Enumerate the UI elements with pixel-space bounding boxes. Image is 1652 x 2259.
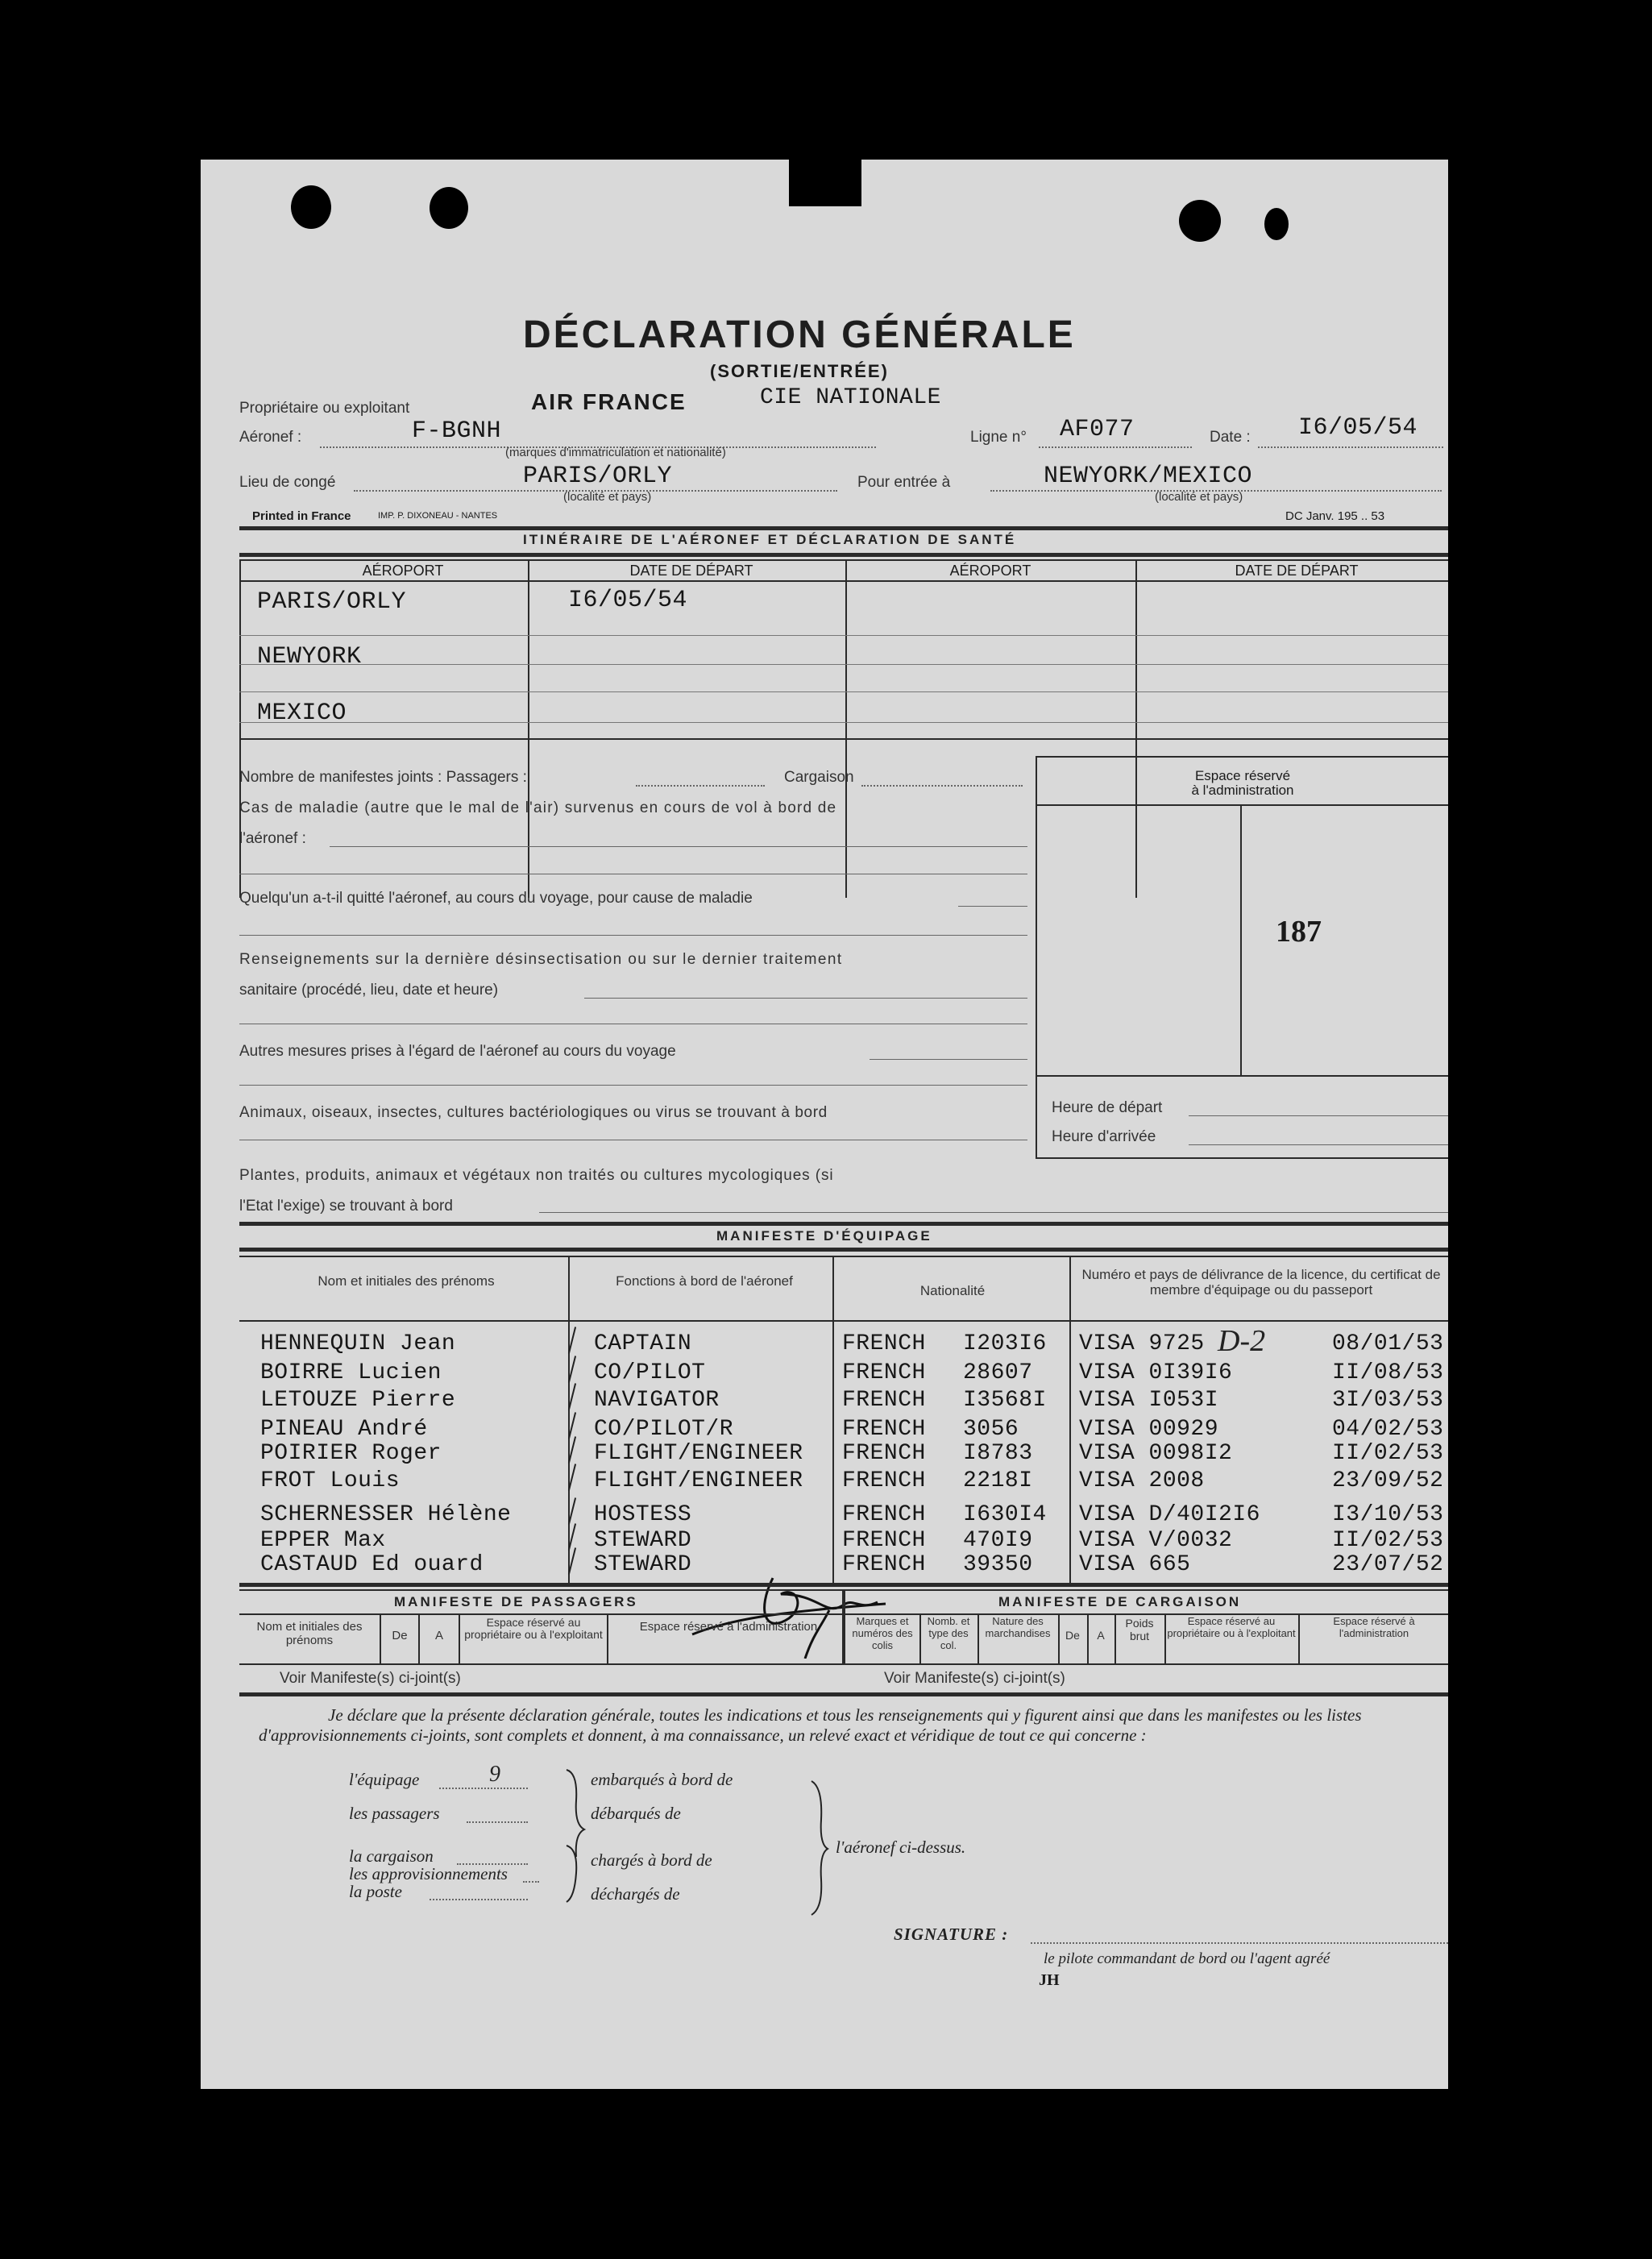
entry-label: Pour entrée à xyxy=(857,474,951,491)
crew-handwritten-note: D-2 xyxy=(1218,1324,1266,1358)
crew-nationality: FRENCH xyxy=(842,1388,926,1413)
crew-function: FLIGHT/ENGINEER xyxy=(594,1441,803,1466)
crew-function: STEWARD xyxy=(594,1528,692,1553)
crew-name: EPPER Max xyxy=(260,1528,386,1553)
departure-note: (localité et pays) xyxy=(563,490,652,504)
decl-brace-right xyxy=(807,1779,831,1916)
aircraft-value: F-BGNH xyxy=(412,417,502,445)
cargo-section-title: MANIFESTE DE CARGAISON xyxy=(998,1594,1242,1609)
crew-license-date: 3I/03/53 xyxy=(1332,1388,1444,1413)
crew-number: 470I9 xyxy=(963,1528,1033,1553)
crew-number: I203I6 xyxy=(963,1331,1047,1356)
crew-name: LETOUZE Pierre xyxy=(260,1388,456,1413)
crew-function: CAPTAIN xyxy=(594,1331,692,1356)
cargo-col-admin: Espace réservé à l'administration xyxy=(1333,1615,1415,1639)
crew-row xyxy=(201,1502,1448,1530)
decl-embarked: embarqués à bord de xyxy=(591,1770,733,1789)
decl-cargo-label: la cargaison xyxy=(349,1846,434,1866)
itinerary-section-title: ITINÉRAIRE DE L'AÉRONEF ET DÉCLARATION DE SANTÉ xyxy=(523,532,1017,547)
admin-number: 187 xyxy=(1276,915,1322,949)
crew-license: VISA I053I xyxy=(1079,1388,1219,1413)
signature-note: le pilote commandant de bord ou l'agent agréé xyxy=(1044,1950,1330,1967)
printer-small: IMP. P. DIXONEAU - NANTES xyxy=(378,511,498,521)
crew-license-date: 04/02/53 xyxy=(1332,1417,1444,1442)
crew-name: FROT Louis xyxy=(260,1468,401,1493)
itinerary-col-airport: AÉROPORT xyxy=(362,563,444,579)
signature-initials: JH xyxy=(1039,1971,1060,1989)
crew-function: NAVIGATOR xyxy=(594,1388,720,1413)
crew-license: VISA D/40I2I6 xyxy=(1079,1502,1260,1527)
crew-row xyxy=(201,1388,1448,1415)
form-reference: DC Janv. 195 .. 53 xyxy=(1285,509,1385,523)
crew-name: HENNEQUIN Jean xyxy=(260,1331,456,1356)
crew-row xyxy=(201,1417,1448,1444)
decl-mail-label: la poste xyxy=(349,1882,402,1901)
health-q2: Quelqu'un a-t-il quitté l'aéronef, au cours du voyage, pour cause de maladie xyxy=(239,890,753,907)
crew-col-nationality: Nationalité xyxy=(919,1283,986,1298)
date-label: Date : xyxy=(1210,429,1251,446)
decl-loaded: chargés à bord de xyxy=(591,1850,712,1870)
passengers-see-attached: Voir Manifeste(s) ci-joint(s) xyxy=(280,1670,461,1687)
owner-value: AIR FRANCE xyxy=(531,389,687,414)
crew-col-license: Numéro et pays de délivrance de la licence, du certificat de membre d'équipage ou du passeport xyxy=(1081,1267,1441,1298)
departure-label: Lieu de congé xyxy=(239,474,336,491)
crew-license-date: I3/10/53 xyxy=(1332,1502,1444,1527)
decl-crew-count: 9 xyxy=(489,1762,500,1787)
cargo-col-count: Nomb. et type des col. xyxy=(927,1615,970,1651)
crew-row xyxy=(201,1528,1448,1555)
passengers-col-from: De xyxy=(392,1629,408,1642)
crew-function: FLIGHT/ENGINEER xyxy=(594,1468,803,1493)
cargo-col-weight: Poids brut xyxy=(1125,1617,1154,1642)
crew-section-title: MANIFESTE D'ÉQUIPAGE xyxy=(716,1228,932,1244)
health-q3a: Renseignements sur la dernière désinsectisation ou sur le dernier traitement xyxy=(239,951,843,968)
health-q1a: Cas de maladie (autre que le mal de l'air) survenus en cours de vol à bord de xyxy=(239,799,837,816)
form-title: DÉCLARATION GÉNÉRALE xyxy=(523,314,1076,356)
date-value: I6/05/54 xyxy=(1298,414,1418,442)
crew-number: I630I4 xyxy=(963,1502,1047,1527)
printer-label: Printed in France xyxy=(252,509,351,523)
cargo-col-from: De xyxy=(1065,1629,1080,1642)
manifests-cargo-label: Cargaison xyxy=(784,769,854,786)
crew-license: VISA 2008 xyxy=(1079,1468,1205,1493)
passengers-col-to: A xyxy=(434,1629,443,1642)
crew-license: VISA 9725 xyxy=(1079,1331,1205,1356)
passengers-col-name: Nom et initiales des prénoms xyxy=(256,1620,363,1647)
decl-crew-label: l'équipage xyxy=(349,1770,420,1789)
health-q6a: Plantes, produits, animaux et végétaux non traités ou cultures mycologiques (si xyxy=(239,1167,834,1184)
crew-nationality: FRENCH xyxy=(842,1360,926,1385)
crew-nationality: FRENCH xyxy=(842,1331,926,1356)
crew-col-function: Fonctions à bord de l'aéronef xyxy=(616,1273,793,1289)
crew-row xyxy=(201,1360,1448,1388)
crew-license: VISA 00929 xyxy=(1079,1417,1219,1442)
cargo-see-attached: Voir Manifeste(s) ci-joint(s) xyxy=(884,1670,1065,1687)
crew-name: POIRIER Roger xyxy=(260,1441,442,1466)
line-label: Ligne n° xyxy=(970,429,1027,446)
entry-value: NEWYORK/MEXICO xyxy=(1044,463,1253,490)
crew-name: BOIRRE Lucien xyxy=(260,1360,442,1385)
crew-license-date: 08/01/53 xyxy=(1332,1331,1444,1356)
crew-license: VISA 665 xyxy=(1079,1552,1191,1577)
crew-license: VISA 0098I2 xyxy=(1079,1441,1233,1466)
crew-function: HOSTESS xyxy=(594,1502,692,1527)
crew-name: CASTAUD Ed ouard xyxy=(260,1552,484,1577)
decl-unloaded: déchargés de xyxy=(591,1884,680,1904)
declaration-form xyxy=(201,160,1448,2089)
line-value: AF077 xyxy=(1060,416,1135,443)
crew-number: 28607 xyxy=(963,1360,1033,1385)
crew-nationality: FRENCH xyxy=(842,1468,926,1493)
crew-nationality: FRENCH xyxy=(842,1502,926,1527)
passengers-col-admin: Espace réservé à l'administration xyxy=(639,1620,818,1634)
crew-name: PINEAU André xyxy=(260,1417,428,1442)
admin-title-line1: Espace réservé xyxy=(1194,768,1291,783)
crew-number: 39350 xyxy=(963,1552,1033,1577)
itinerary-row-1-date: I6/05/54 xyxy=(568,587,688,614)
crew-number: 3056 xyxy=(963,1417,1019,1442)
cargo-col-nature: Nature des marchandises xyxy=(985,1615,1051,1639)
crew-license-date: 23/07/52 xyxy=(1332,1552,1444,1577)
manifests-label: Nombre de manifestes joints : Passagers : xyxy=(239,769,527,786)
crew-nationality: FRENCH xyxy=(842,1552,926,1577)
decl-disembarked: débarqués de xyxy=(591,1804,681,1823)
itinerary-col-date-2: DATE DE DÉPART xyxy=(1235,563,1359,579)
owner-label: Propriétaire ou exploitant xyxy=(239,400,410,417)
crew-license-date: II/08/53 xyxy=(1332,1360,1444,1385)
declaration-text: Je déclare que la présente déclaration générale, toutes les indications et tous les renseignements qui y figurent ainsi que dans les manifestes ou les listes d'approvisionnements ci-joints, sont complets et donnent, à ma connaissance, un relevé exact et véridique de tout ce qui concerne : xyxy=(259,1705,1362,1745)
health-q5: Animaux, oiseaux, insectes, cultures bactériologiques ou virus se trouvant à bord xyxy=(239,1104,828,1121)
departure-value: PARIS/ORLY xyxy=(523,463,673,490)
crew-nationality: FRENCH xyxy=(842,1441,926,1466)
crew-function: STEWARD xyxy=(594,1552,692,1577)
admin-title-line2: à l'administration xyxy=(1191,783,1294,798)
crew-col-name: Nom et initiales des prénoms xyxy=(318,1273,495,1289)
itinerary-row-3-airport: MEXICO xyxy=(257,700,347,727)
crew-row xyxy=(201,1441,1448,1468)
health-q3b: sanitaire (procédé, lieu, date et heure) xyxy=(239,982,499,999)
decl-passengers-label: les passagers xyxy=(349,1804,440,1823)
admin-arrival-time: Heure d'arrivée xyxy=(1052,1128,1156,1145)
decl-aircraft-above: l'aéronef ci-dessus. xyxy=(836,1838,966,1857)
crew-name: SCHERNESSER Hélène xyxy=(260,1502,512,1527)
itinerary-col-airport-2: AÉROPORT xyxy=(949,563,1031,579)
cargo-col-owner: Espace réservé au propriétaire ou à l'exploitant xyxy=(1167,1615,1296,1639)
crew-function: CO/PILOT/R xyxy=(594,1417,734,1442)
admin-departure-time: Heure de départ xyxy=(1052,1099,1163,1116)
itinerary-row-1-airport: PARIS/ORLY xyxy=(257,588,407,616)
decl-supplies-label: les approvisionnements xyxy=(349,1864,508,1883)
crew-nationality: FRENCH xyxy=(842,1417,926,1442)
crew-license: VISA 0I39I6 xyxy=(1079,1360,1233,1385)
crew-license-date: II/02/53 xyxy=(1332,1441,1444,1466)
crew-row xyxy=(201,1468,1448,1496)
itinerary-col-date: DATE DE DÉPART xyxy=(629,563,753,579)
passengers-section-title: MANIFESTE DE PASSAGERS xyxy=(394,1594,638,1609)
crew-nationality: FRENCH xyxy=(842,1528,926,1553)
cargo-col-marks: Marques et numéros des colis xyxy=(852,1615,913,1651)
health-q4: Autres mesures prises à l'égard de l'aéronef au cours du voyage xyxy=(239,1043,676,1060)
aircraft-note: (marques d'immatriculation et nationalité) xyxy=(505,446,726,459)
itinerary-row-2-airport: NEWYORK xyxy=(257,643,362,671)
aircraft-label: Aéronef : xyxy=(239,429,302,446)
cargo-col-to: A xyxy=(1097,1629,1105,1642)
entry-note: (localité et pays) xyxy=(1155,490,1243,504)
crew-table-body xyxy=(201,160,1448,1610)
form-subtitle: (SORTIE/ENTRÉE) xyxy=(710,361,889,381)
decl-brace-left xyxy=(563,1768,587,1905)
health-q6b: l'Etat l'exige) se trouvant à bord xyxy=(239,1198,453,1215)
crew-number: 2218I xyxy=(963,1468,1033,1493)
owner-typed: CIE NATIONALE xyxy=(760,385,941,410)
crew-number: I8783 xyxy=(963,1441,1033,1466)
crew-number: I3568I xyxy=(963,1388,1047,1413)
crew-license: VISA V/0032 xyxy=(1079,1528,1233,1553)
crew-license-date: II/02/53 xyxy=(1332,1528,1444,1553)
crew-function: CO/PILOT xyxy=(594,1360,706,1385)
health-q1b: l'aéronef : xyxy=(239,830,306,847)
signature-label: SIGNATURE : xyxy=(894,1925,1009,1944)
crew-license-date: 23/09/52 xyxy=(1332,1468,1444,1493)
passengers-col-owner: Espace réservé au propriétaire ou à l'exploitant xyxy=(464,1616,603,1641)
